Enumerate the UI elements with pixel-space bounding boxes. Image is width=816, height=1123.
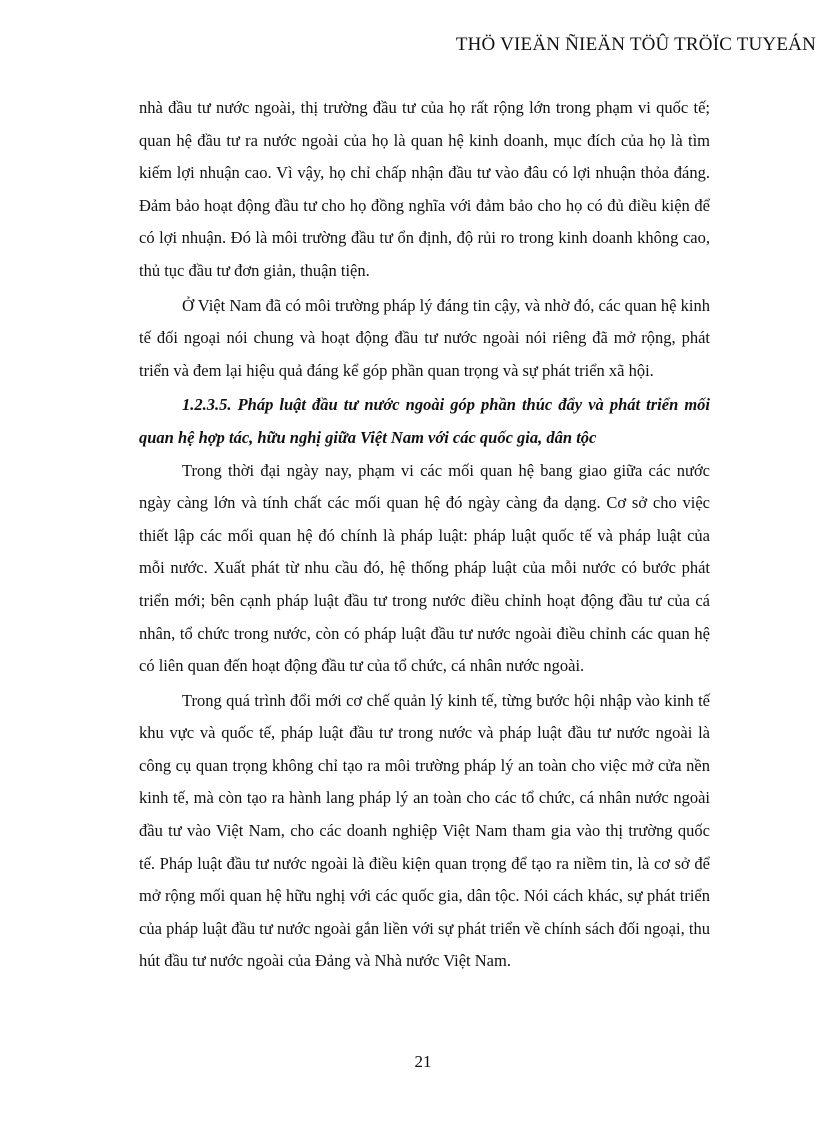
- running-header: THÖ VIEÄN ÑIEÄN TÖÛ TRÖÏC TUYEÁN: [455, 34, 816, 55]
- body-paragraph-4: Trong quá trình đổi mới cơ chế quản lý kinh tế, từng bước hội nhập vào kinh tế khu vực và quốc tế, pháp luật đầu tư trong nước và pháp luật đầu tư nước ngoài là công cụ quan trọng không chỉ tạo ra môi trường pháp lý an toàn cho việc mở cửa nền kinh tế, mà còn tạo ra hành lang pháp lý an toàn cho các tổ chức, cá nhân nước ngoài đầu tư vào Việt Nam, cho các doanh nghiệp Việt Nam tham gia vào thị trường quốc tế. Pháp luật đầu tư nước ngoài là điều kiện quan trọng để tạo ra niềm tin, là cơ sở để mở rộng mối quan hệ hữu nghị với các quốc gia, dân tộc. Nói cách khác, sự phát triển của pháp luật đầu tư nước ngoài gắn liền với sự phát triển về chính sách đối ngoại, thu hút đầu tư nước ngoài của Đảng và Nhà nước Việt Nam.: [139, 690, 710, 971]
- body-paragraph-2: Ở Việt Nam đã có môi trường pháp lý đáng tin cậy, và nhờ đó, các quan hệ kinh tế đối ngoại nói chung và hoạt động đầu tư nước ngoài nói riêng đã mở rộng, phát triển và đem lại hiệu quả đáng kể góp phần quan trọng và sự phát triển xã hội.: [139, 295, 710, 380]
- section-heading: 1.2.3.5. Pháp luật đầu tư nước ngoài góp phần thúc đẩy và phát triển mối quan hệ hợp tác, hữu nghị giữa Việt Nam với các quốc gia, dân tộc: [139, 395, 710, 447]
- body-paragraph-1: nhà đầu tư nước ngoài, thị trường đầu tư của họ rất rộng lớn trong phạm vi quốc tế; quan hệ đầu tư ra nước ngoài của họ là quan hệ kinh doanh, mục đích của họ là tìm kiếm lợi nhuận cao. Vì vậy, họ chỉ chấp nhận đầu tư vào đâu có lợi nhuận thỏa đáng. Đảm bảo hoạt động đầu tư cho họ đồng nghĩa với đảm bảo cho họ có đủ điều kiện để có lợi nhuận. Đó là môi trường đầu tư ổn định, độ rủi ro trong kinh doanh không cao, thủ tục đầu tư đơn giản, thuận tiện.: [139, 98, 710, 280]
- page-content: [139, 92, 710, 978]
- page-number: 21: [414, 1052, 432, 1071]
- body-paragraph-3: Trong thời đại ngày nay, phạm vi các mối quan hệ bang giao giữa các nước ngày càng lớn và tính chất các mối quan hệ đó ngày càng đa dạng. Cơ sở cho việc thiết lập các mối quan hệ đó chính là pháp luật: pháp luật quốc tế và pháp luật của mỗi nước. Xuất phát từ nhu cầu đó, hệ thống pháp luật của mỗi nước có bước phát triển mới; bên cạnh pháp luật đầu tư trong nước điều chỉnh hoạt động đầu tư của cá nhân, tổ chức trong nước, còn có pháp luật đầu tư nước ngoài điều chỉnh các quan hệ có liên quan đến hoạt động đầu tư của tổ chức, cá nhân nước ngoài.: [139, 460, 710, 676]
